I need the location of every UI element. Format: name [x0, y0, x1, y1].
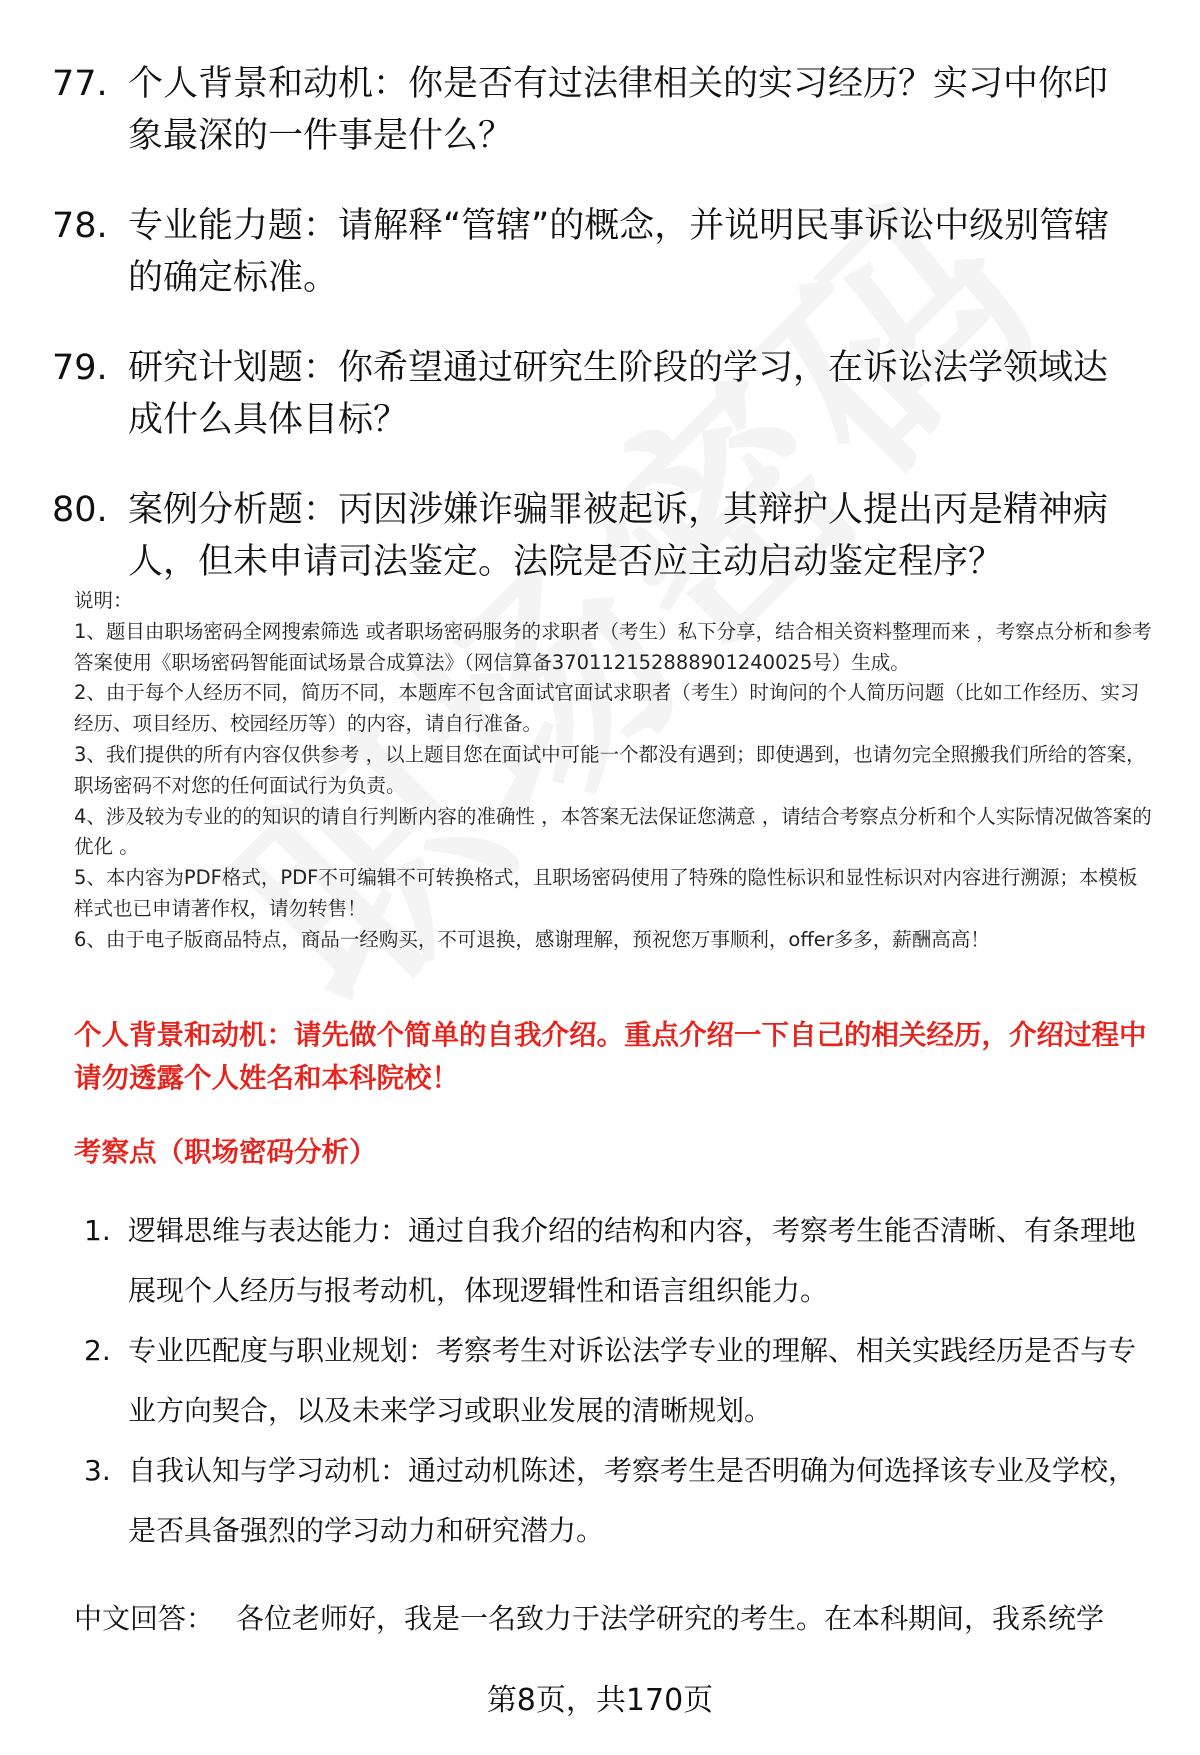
page-footer: 第8页，共170页 — [486, 1683, 714, 1718]
notes-block — [74, 586, 1154, 956]
question-item — [52, 484, 1152, 588]
point-number: 3. — [84, 1454, 111, 1487]
question-number: 77. — [52, 64, 108, 104]
assessment-points — [84, 1201, 1164, 1561]
question-item — [52, 342, 1152, 446]
question-text: 案例分析题：丙因涉嫌诈骗罪被起诉，其辩护人提出丙是精神病人，但未申请司法鉴定。法院是否应主动启动鉴定程序？ — [128, 490, 1109, 582]
note-item: 2、由于每个人经历不同，简历不同，本题库不包含面试官面试求职者（考生）时询问的个人简历问题（比如工作经历、实习经历、项目经历、校园经历等）的内容，请自行准备。 — [74, 681, 1140, 736]
note-item: 3、我们提供的所有内容仅供参考 ，以上题目您在面试中可能一个都没有遇到；即使遇到，也请勿完全照搬我们所给的答案，职场密码不对您的任何面试行为负责。 — [74, 742, 1146, 797]
question-list — [52, 58, 1152, 626]
question-number: 80. — [52, 490, 108, 530]
point-text: 专业匹配度与职业规划：考察考生对诉讼法学专业的理解、相关实践经历是否与专业方向契合，以及未来学习或职业发展的清晰规划。 — [128, 1334, 1137, 1427]
point-number: 1. — [84, 1214, 111, 1247]
question-item — [52, 200, 1152, 304]
question-text: 个人背景和动机：你是否有过法律相关的实习经历？实习中你印象最深的一件事是什么？ — [128, 64, 1109, 156]
note-item: 4、涉及较为专业的的知识的请自行判断内容的准确性 ，本答案无法保证您满意 ，请结合考察点分析和个人实际情况做答案的优化 。 — [74, 804, 1152, 859]
point-item — [84, 1321, 1164, 1441]
note-item: 6、由于电子版商品特点，商品一经购买，不可退换，感谢理解，预祝您万事顺利，offer多多，薪酬高高！ — [74, 927, 990, 951]
answer-label: 中文回答： — [74, 1602, 215, 1635]
point-item — [84, 1201, 1164, 1321]
question-text: 研究计划题：你希望通过研究生阶段的学习，在诉讼法学领域达成什么具体目标？ — [128, 348, 1109, 440]
question-number: 79. — [52, 348, 108, 388]
note-item: 5、本内容为PDF格式，PDF不可编辑不可转换格式，且职场密码使用了特殊的隐性标识和显性标识对内容进行溯源；本模板样式也已申请著作权，请勿转售！ — [74, 866, 1138, 920]
answer-text: 各位老师好，我是一名致力于法学研究的考生。在本科期间，我系统学 — [236, 1602, 1105, 1635]
question-number: 78. — [52, 206, 108, 246]
point-text: 逻辑思维与表达能力：通过自我介绍的结构和内容，考察考生能否清晰、有条理地展现个人经历与报考动机，体现逻辑性和语言组织能力。 — [128, 1214, 1137, 1307]
answer-line — [74, 1594, 1174, 1644]
question-text: 专业能力题：请解释“管辖”的概念，并说明民事诉讼中级别管辖的确定标准。 — [128, 206, 1110, 298]
section-subheading: 考察点（职场密码分析） — [74, 1136, 377, 1168]
note-item: 1、题目由职场密码全网搜索筛选 或者职场密码服务的求职者（考生）私下分享，结合相关资料整理而来 ，考察点分析和参考答案使用《职场密码智能面试场景合成算法》（网信算备370112152888901240025号）生成。 — [74, 619, 1152, 674]
point-text: 自我认知与学习动机：通过动机陈述，考察考生是否明确为何选择该专业及学校，是否具备强烈的学习动力和研究潜力。 — [128, 1454, 1137, 1547]
question-item — [52, 58, 1152, 162]
notes-title: 说明： — [74, 589, 133, 612]
point-number: 2. — [84, 1334, 111, 1367]
point-item — [84, 1441, 1164, 1561]
section-heading: 个人背景和动机：请先做个简单的自我介绍。重点介绍一下自己的相关经历，介绍过程中请勿透露个人姓名和本科院校！ — [74, 1019, 1147, 1094]
